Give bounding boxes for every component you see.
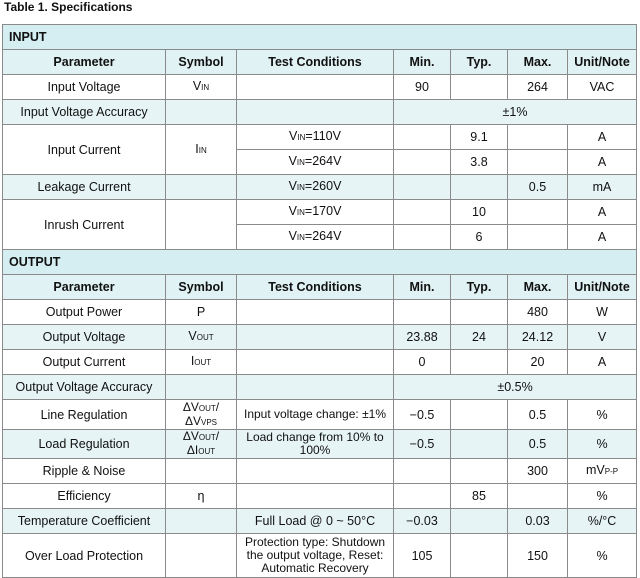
unit-cell: %	[568, 534, 637, 578]
max-cell	[508, 125, 568, 150]
unit-cell: %	[568, 484, 637, 509]
typ-cell	[451, 300, 508, 325]
typ-cell	[451, 350, 508, 375]
condition-cell: Load change from 10% to 100%	[237, 430, 394, 459]
condition-cell	[237, 484, 394, 509]
condition-cell: VIN=110V	[237, 125, 394, 150]
param-cell: Output Voltage	[3, 325, 166, 350]
min-cell	[394, 125, 451, 150]
max-cell	[508, 225, 568, 250]
param-cell: Temperature Coefficient	[3, 509, 166, 534]
symbol-cell: η	[166, 484, 237, 509]
header-typ: Typ.	[451, 50, 508, 75]
param-cell: Input Voltage Accuracy	[3, 100, 166, 125]
max-cell: 24.12	[508, 325, 568, 350]
param-cell: Efficiency	[3, 484, 166, 509]
unit-cell: A	[568, 225, 637, 250]
param-cell: Output Current	[3, 350, 166, 375]
condition-cell	[237, 325, 394, 350]
table-row	[3, 325, 637, 350]
symbol-cell	[166, 100, 237, 125]
param-cell: Inrush Current	[3, 200, 166, 250]
min-cell: 23.88	[394, 325, 451, 350]
table-row	[3, 300, 637, 325]
typ-cell: 24	[451, 325, 508, 350]
symbol-cell	[166, 509, 237, 534]
condition-cell: Input voltage change: ±1%	[237, 400, 394, 430]
table-row	[3, 350, 637, 375]
table-caption: Table 1. Specifications	[4, 0, 133, 14]
min-cell: 90	[394, 75, 451, 100]
max-cell: 0.5	[508, 400, 568, 430]
min-cell: −0.5	[394, 400, 451, 430]
typ-cell	[451, 534, 508, 578]
input-section-title: INPUT	[3, 25, 637, 50]
min-cell	[394, 300, 451, 325]
typ-cell	[451, 75, 508, 100]
param-cell: Input Voltage	[3, 75, 166, 100]
symbol-cell	[166, 375, 237, 400]
symbol-cell	[166, 200, 237, 250]
typ-cell: 85	[451, 484, 508, 509]
max-cell: 480	[508, 300, 568, 325]
min-cell: 0	[394, 350, 451, 375]
header-parameter: Parameter	[3, 275, 166, 300]
condition-cell: VIN=264V	[237, 225, 394, 250]
min-cell	[394, 175, 451, 200]
unit-cell: A	[568, 350, 637, 375]
unit-cell: V	[568, 325, 637, 350]
table-row	[3, 484, 637, 509]
max-cell	[508, 150, 568, 175]
condition-cell	[237, 375, 394, 400]
symbol-cell	[166, 534, 237, 578]
max-cell: 0.5	[508, 430, 568, 459]
max-cell: 0.03	[508, 509, 568, 534]
unit-cell: A	[568, 125, 637, 150]
header-min: Min.	[394, 275, 451, 300]
max-cell: 0.5	[508, 175, 568, 200]
condition-cell	[237, 100, 394, 125]
unit-cell: mVP-P	[568, 459, 637, 484]
max-cell: 20	[508, 350, 568, 375]
table-row	[3, 509, 637, 534]
header-typ: Typ.	[451, 275, 508, 300]
max-cell: 264	[508, 75, 568, 100]
symbol-cell: IIN	[166, 125, 237, 175]
typ-cell: 6	[451, 225, 508, 250]
value-cell: ±0.5%	[394, 375, 637, 400]
param-cell: Load Regulation	[3, 430, 166, 459]
table-row	[3, 75, 637, 100]
max-cell	[508, 200, 568, 225]
min-cell: −0.03	[394, 509, 451, 534]
typ-cell: 9.1	[451, 125, 508, 150]
min-cell: −0.5	[394, 430, 451, 459]
unit-cell: VAC	[568, 75, 637, 100]
typ-cell	[451, 509, 508, 534]
header-min: Min.	[394, 50, 451, 75]
unit-cell: W	[568, 300, 637, 325]
unit-cell: A	[568, 150, 637, 175]
symbol-cell: VIN	[166, 75, 237, 100]
min-cell	[394, 459, 451, 484]
symbol-cell: ΔVOUT/ΔVVPS	[166, 400, 237, 430]
table-row	[3, 430, 637, 459]
param-cell: Over Load Protection	[3, 534, 166, 578]
param-cell: Input Current	[3, 125, 166, 175]
param-cell: Leakage Current	[3, 175, 166, 200]
table-row	[3, 200, 637, 225]
typ-cell	[451, 459, 508, 484]
header-test-conditions: Test Conditions	[237, 275, 394, 300]
header-max: Max.	[508, 50, 568, 75]
condition-cell: VIN=170V	[237, 200, 394, 225]
symbol-cell	[166, 175, 237, 200]
table-row	[3, 175, 637, 200]
param-cell: Ripple & Noise	[3, 459, 166, 484]
table-row	[3, 375, 637, 400]
symbol-cell	[166, 459, 237, 484]
param-cell: Output Power	[3, 300, 166, 325]
condition-cell: Full Load @ 0 ~ 50°C	[237, 509, 394, 534]
symbol-cell: ΔVOUT/ΔIOUT	[166, 430, 237, 459]
specifications-table	[2, 24, 637, 578]
unit-cell: A	[568, 200, 637, 225]
output-section-header	[3, 250, 637, 275]
min-cell	[394, 150, 451, 175]
condition-cell	[237, 350, 394, 375]
unit-cell: %/°C	[568, 509, 637, 534]
param-cell: Output Voltage Accuracy	[3, 375, 166, 400]
symbol-cell: P	[166, 300, 237, 325]
header-symbol: Symbol	[166, 50, 237, 75]
condition-cell: Protection type: Shutdown the output voltage, Reset: Automatic Recovery	[237, 534, 394, 578]
table-row	[3, 125, 637, 150]
header-parameter: Parameter	[3, 50, 166, 75]
unit-cell: mA	[568, 175, 637, 200]
min-cell	[394, 225, 451, 250]
symbol-cell: IOUT	[166, 350, 237, 375]
unit-cell: %	[568, 430, 637, 459]
typ-cell	[451, 400, 508, 430]
condition-cell	[237, 75, 394, 100]
header-max: Max.	[508, 275, 568, 300]
typ-cell	[451, 175, 508, 200]
table-row	[3, 534, 637, 578]
header-symbol: Symbol	[166, 275, 237, 300]
header-unit: Unit/Note	[568, 50, 637, 75]
input-column-headers	[3, 50, 637, 75]
header-test-conditions: Test Conditions	[237, 50, 394, 75]
unit-cell: %	[568, 400, 637, 430]
max-cell: 150	[508, 534, 568, 578]
min-cell	[394, 484, 451, 509]
condition-cell: VIN=264V	[237, 150, 394, 175]
max-cell: 300	[508, 459, 568, 484]
typ-cell: 3.8	[451, 150, 508, 175]
max-cell	[508, 484, 568, 509]
min-cell	[394, 200, 451, 225]
input-section-header	[3, 25, 637, 50]
typ-cell	[451, 430, 508, 459]
condition-cell: VIN=260V	[237, 175, 394, 200]
header-unit: Unit/Note	[568, 275, 637, 300]
table-row	[3, 400, 637, 430]
condition-cell	[237, 300, 394, 325]
table-row	[3, 459, 637, 484]
typ-cell: 10	[451, 200, 508, 225]
symbol-cell: VOUT	[166, 325, 237, 350]
param-cell: Line Regulation	[3, 400, 166, 430]
table-row	[3, 100, 637, 125]
condition-cell	[237, 459, 394, 484]
output-section-title: OUTPUT	[3, 250, 637, 275]
value-cell: ±1%	[394, 100, 637, 125]
min-cell: 105	[394, 534, 451, 578]
output-column-headers	[3, 275, 637, 300]
